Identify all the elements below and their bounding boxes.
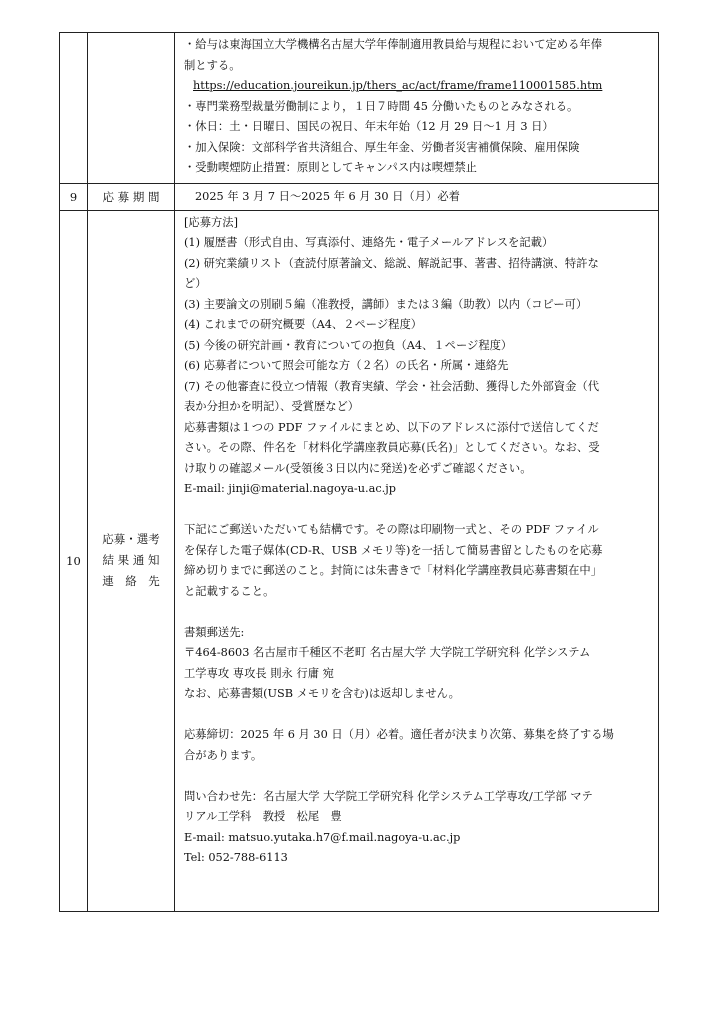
instruction-line: 〒464-8603 名古屋市千種区不老町 名古屋大学 大学院工学研究科 化学システム: [184, 646, 591, 659]
row-content-cell: [175, 184, 659, 211]
instruction-line: リアル工学科 教授 松尾 豊: [184, 810, 342, 823]
instruction-line: (3) 主要論文の別刷５編（准教授，講師）または３編（助教）以内（コピー可）: [184, 297, 588, 311]
blank-line: [184, 602, 653, 623]
instruction-line: と記載すること。: [184, 584, 275, 598]
instruction-line: (5) 今後の研究計画・教育についての抱負（A4、１ページ程度）: [184, 338, 513, 352]
row-label-cell: [88, 33, 175, 184]
instruction-line: 工学専攻 専攻長 則永 行庸 宛: [184, 666, 334, 680]
label-line: 応募・選考: [102, 532, 160, 546]
row-content-cell: [175, 33, 659, 184]
instruction-line: を保存した電子媒体(CD-R、USB メモリ等)を一括して簡易書留としたものを応募: [184, 543, 603, 557]
instruction-line: 書類郵送先:: [184, 625, 245, 639]
instruction-line: Tel: 052-788-6113: [184, 851, 288, 864]
blank-line: [184, 500, 653, 521]
instruction-line: 応募締切：2025 年 6 月 30 日（月）必着。適任者が決まり次第、募集を終了する場: [184, 728, 614, 741]
table-row-contact: [60, 210, 659, 911]
instruction-line: (2) 研究業績リスト（査読付原著論文、総説、解説記事、著書、招待講演、特許な: [184, 256, 599, 270]
instruction-line: 締め切りまでに郵送のこと。封筒には朱書きで「材料化学講座教員応募書類在中」: [184, 564, 602, 577]
instruction-line: 合があります。: [184, 748, 263, 762]
application-period: 2025 年 3 月 7 日～2025 年 6 月 30 日（月）必着: [195, 190, 460, 203]
application-instructions: [175, 211, 658, 873]
salary-line: ・給与は東海国立大学機構名古屋大学年俸制適用教員給与規程において定める年俸: [184, 38, 602, 51]
row-content-cell: [175, 210, 659, 911]
email-address[interactable]: E-mail: jinji@material.nagoya-u.ac.jp: [184, 482, 397, 495]
instruction-line: (4) これまでの研究概要（A4、２ページ程度）: [184, 318, 423, 331]
instruction-line: 表か分担かを明記）、受賞歴など）: [184, 400, 360, 413]
table-row-salary: [60, 33, 659, 184]
instruction-line: (1) 履歴書（形式自由、写真添付、連絡先・電子メールアドレスを記載）: [184, 236, 554, 249]
blank-line: [184, 705, 653, 726]
row-number-cell: [60, 33, 88, 184]
row-label-cell: 応 募 期 間: [88, 184, 175, 211]
job-posting-table: [59, 32, 659, 912]
instruction-line: なお、応募書類(USB メモリを含む)は返却しません。: [184, 687, 460, 700]
label-line: 連 絡 先: [102, 574, 160, 588]
smoking-line: ・受動喫煙防止措置：原則としてキャンパス内は喫煙禁止: [184, 161, 477, 174]
insurance-line: ・加入保険：文部科学省共済組合、厚生年金、労働者災害補償保険、雇用保険: [184, 140, 580, 154]
instruction-line: [応募方法]: [184, 215, 239, 229]
instruction-line: 応募書類は１つの PDF ファイルにまとめ、以下のアドレスに添付で送信してくだ: [184, 420, 599, 434]
table-row-period: [60, 184, 659, 211]
instruction-line: 下記にご郵送いただいても結構です。その際は印刷物一式と、その PDF ファイル: [184, 523, 599, 536]
salary-rules-link[interactable]: https://education.joureikun.jp/thers_ac/act/frame/frame110001585.htm: [193, 79, 603, 92]
row-label-cell: [88, 210, 175, 911]
work-hours-line: ・専門業務型裁量労働制により，１日７時間 45 分働いたものとみなされる。: [184, 99, 579, 113]
holidays-line: ・休日：土・日曜日、国民の祝日、年末年始（12 月 29 日～1 月 3 日）: [184, 120, 554, 133]
instruction-line: け取りの確認メール(受領後３日以内に発送)を必ずご確認ください。: [184, 461, 532, 475]
instruction-line: ど）: [184, 277, 207, 290]
instruction-line: (6) 応募者について照会可能な方（２名）の氏名・所属・連絡先: [184, 359, 509, 372]
instruction-line: さい。その際、件名を「材料化学講座教員応募(氏名)」としてください。なお、受: [184, 441, 600, 454]
row-number-cell: 10: [60, 210, 88, 911]
salary-line: 制とする。: [184, 58, 241, 72]
instruction-line: 問い合わせ先：名古屋大学 大学院工学研究科 化学システム工学専攻/工学部 マテ: [184, 789, 593, 803]
row-number-cell: 9: [60, 184, 88, 211]
blank-line: [184, 766, 653, 787]
email-address[interactable]: E-mail: matsuo.yutaka.h7@f.mail.nagoya-u.ac.jp: [184, 830, 461, 844]
label-line: 結 果 通 知: [102, 553, 160, 567]
instruction-line: (7) その他審査に役立つ情報（教育実績、学会・社会活動、獲得した外部資金（代: [184, 379, 599, 393]
